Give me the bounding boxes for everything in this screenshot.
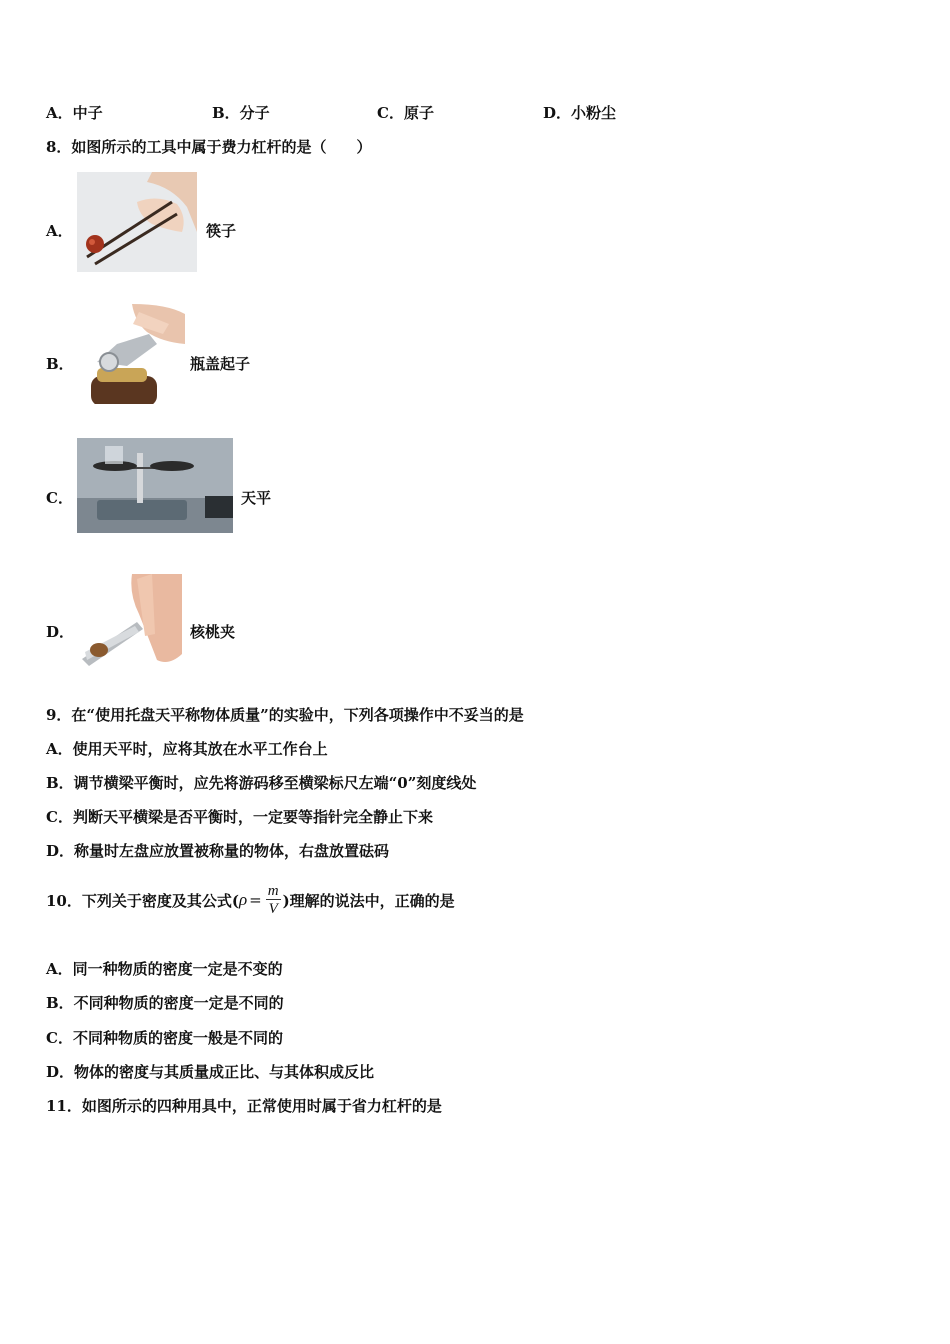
q9-stem: 9．在“使用托盘天平称物体质量”的实验中，下列各项操作中不妥当的是 bbox=[46, 706, 524, 724]
q9-option-a: A．使用天平时，应将其放在水平工作台上 bbox=[46, 740, 328, 758]
q9-option-b: B．调节横梁平衡时，应先将游码移至横梁标尺左端“0”刻度线处 bbox=[46, 774, 477, 792]
formula-rho: ρ bbox=[238, 890, 248, 909]
balance-scale-photo bbox=[77, 438, 233, 533]
q8-option-d-letter: D． bbox=[46, 623, 75, 641]
nutcracker-photo bbox=[77, 574, 182, 668]
q10-option-a: A．同一种物质的密度一定是不变的 bbox=[46, 960, 283, 978]
q8-option-d-label: 核桃夹 bbox=[190, 623, 236, 641]
q10-stem-after: )理解的说法中，正确的是 bbox=[282, 891, 455, 910]
q9-option-d: D．称量时左盘应放置被称量的物体，右盘放置砝码 bbox=[46, 842, 390, 860]
formula-denominator: V bbox=[268, 900, 278, 917]
formula-equals: = bbox=[249, 891, 262, 909]
q8-stem: 8．如图所示的工具中属于费力杠杆的是（ ） bbox=[46, 138, 372, 156]
q7-option-d: D．小粉尘 bbox=[543, 104, 617, 122]
q10-stem bbox=[46, 878, 455, 922]
q8-option-b-letter: B． bbox=[46, 355, 74, 373]
q8-option-c-label: 天平 bbox=[241, 489, 272, 507]
q9-option-c: C．判断天平横梁是否平衡时，一定要等指针完全静止下来 bbox=[46, 808, 433, 826]
q8-option-a-label: 筷子 bbox=[206, 222, 237, 240]
q11-stem: 11．如图所示的四种用具中，正常使用时属于省力杠杆的是 bbox=[46, 1097, 442, 1115]
q7-option-c: C．原子 bbox=[377, 104, 434, 122]
q7-options bbox=[46, 102, 746, 124]
q7-option-b: B．分子 bbox=[212, 104, 270, 122]
bottle-opener-photo bbox=[77, 304, 187, 404]
q10-option-c: C．不同种物质的密度一般是不同的 bbox=[46, 1029, 283, 1047]
q8-option-b-label: 瓶盖起子 bbox=[190, 355, 251, 373]
q7-option-a: A．中子 bbox=[46, 104, 103, 122]
q8-option-c-letter: C． bbox=[46, 489, 73, 507]
chopsticks-photo bbox=[77, 172, 197, 272]
density-formula bbox=[239, 883, 283, 918]
q8-option-a-letter: A． bbox=[46, 222, 73, 240]
q10-option-b: B．不同种物质的密度一定是不同的 bbox=[46, 994, 284, 1012]
q10-option-d: D．物体的密度与其质量成正比、与其体积成反比 bbox=[46, 1063, 375, 1081]
q10-stem-before: 10．下列关于密度及其公式( bbox=[46, 891, 239, 910]
formula-fraction bbox=[266, 883, 281, 918]
formula-numerator: m bbox=[267, 882, 279, 899]
